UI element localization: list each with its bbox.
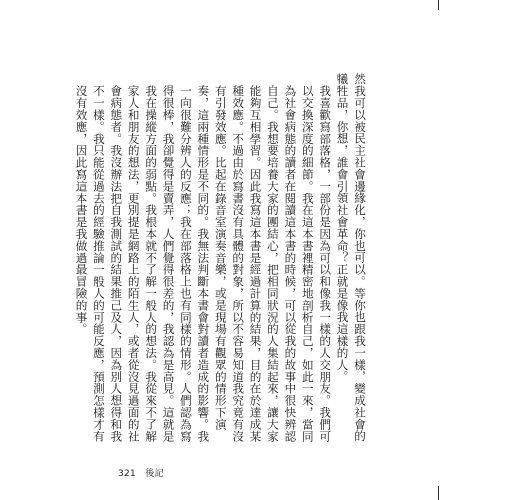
paragraph-continuation: 然我可以被民主社會邊緣化，你也可以。等你也跟我一樣，變成社會的犧牲品，你想，誰會引領社會革命？正就是像我這樣的人。 [335, 73, 367, 442]
paragraph-main: 我喜歡寫部落格，一部份是因為可以和像我一樣的人交朋友。我們可以交換深度的細節。我在這本書裡精密地剖析自己，如此一來，當同為社會病態的讀者在閱讀這本書的時候，可以從我的故事中很快辨認自己。我想要培養大家的團結心，把相同狀況的人集結起來，讓大家能夠互相學習。因此我寫這本書是經過計算的結果，目的在於達成某種效應。不過由於寫書沒有具體的對象，所以不容易知道我究竟有沒有引發效應。比起在錄音室演奏音樂，或是現場有觀眾的情形下演奏，這兩種情形是不同的。我無法判斷本書會對讀者造成的影響。我一向很難分辨人的反應；我在部落格上也有同樣的情形。人們認為寫得很棒，我卻覺得是賣弄，人們覺得很差的，我認為是高見。這就是我在操縱方面的弱點。我根本就不了解一般人的想法。我從來不了解家人和朋友的想法，更別提是網路上的陌生人，或者從沒見過面的社會病態者。我沒辦法把自我測試的結果推己及人，因為別人想得和我不一樣。我只能從過去的經驗推論一般人的可能反應，預測怎樣才有沒有效應，因此寫這本書是我做過最冒險的事。 [74, 84, 333, 442]
crop-mark-top [438, 0, 439, 10]
body-text-column [74, 73, 368, 449]
running-section-title: 後記 [145, 469, 164, 479]
page-number: 321 [118, 469, 137, 479]
crop-mark-bottom [438, 486, 439, 500]
page-footer [118, 466, 164, 479]
